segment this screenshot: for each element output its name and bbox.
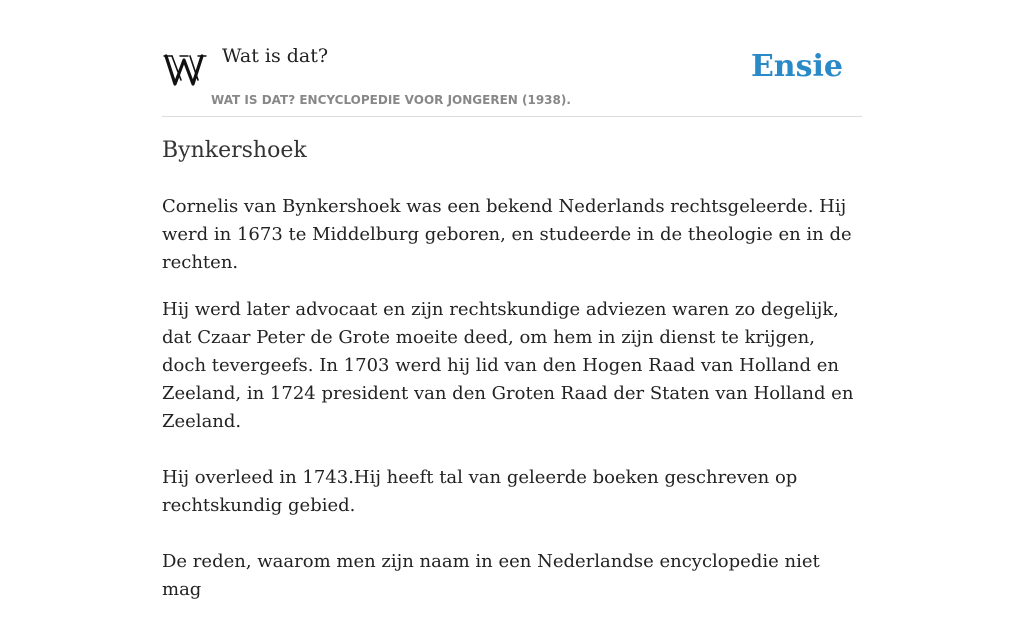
source-subtitle: WAT IS DAT? ENCYCLOPEDIE VOOR JONGEREN (1938). xyxy=(211,93,571,107)
wikipedia-w-logo-icon[interactable] xyxy=(164,50,210,90)
site-title[interactable]: Wat is dat? xyxy=(222,45,329,67)
article-paragraph: Cornelis van Bynkershoek was een bekend Nederlands rechtsgeleerde. Hij werd in 1673 te Middelburg geboren, en studeerde in de theologie en in de rechten. xyxy=(162,196,852,273)
site-header xyxy=(162,0,862,117)
ensie-brand-link[interactable]: Ensie xyxy=(750,49,843,84)
article-paragraph: Hij werd later advocaat en zijn rechtskundige adviezen waren zo degelijk, dat Czaar Peter de Grote moeite deed, om hem in zijn dienst te krijgen, doch tevergeefs. In 1703 werd hij lid van den Hogen Raad van Holland en Zeeland, in 1724 president van den Groten Raad der Staten van Holland en Zeeland. Hij overleed in 1743.Hij heeft tal van geleerde boeken geschreven op rechtskundig gebied. De reden, waarom men zijn naam in een Nederlandse encyclopedie niet mag xyxy=(162,299,854,600)
article-title: Bynkershoek xyxy=(162,138,307,163)
page-container xyxy=(162,0,862,600)
article-body xyxy=(162,193,864,623)
